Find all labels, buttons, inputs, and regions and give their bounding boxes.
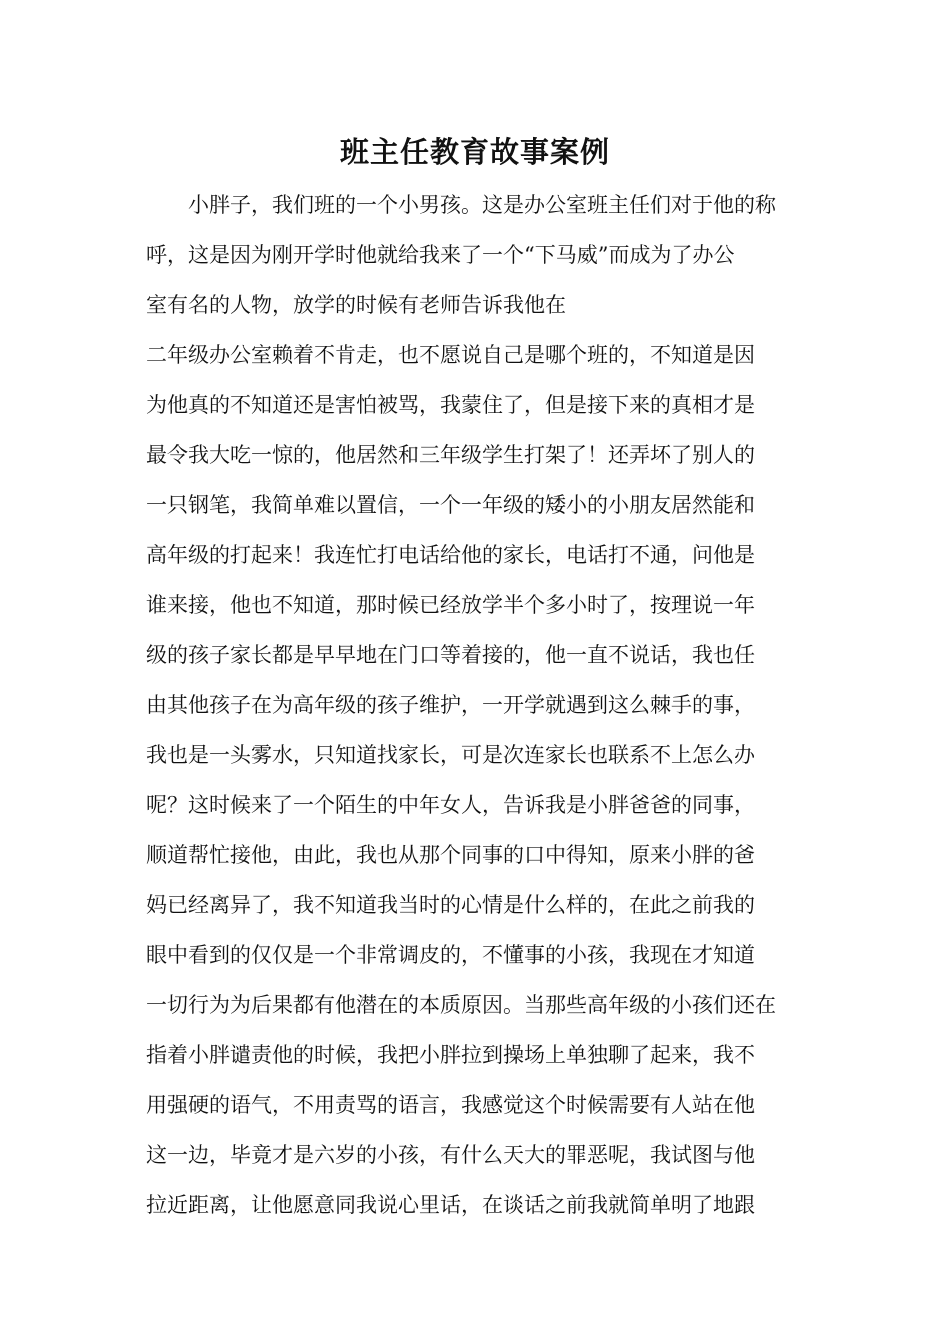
text-line: 指着小胖谴责他的时候，我把小胖拉到操场上单独聊了起来，我不 [146,1043,755,1067]
text-line: 呼，这是因为刚开学时他就给我来了一个“下马威”而成为了办公 [146,243,735,267]
paragraph-2 [146,330,806,1230]
paragraph-1 [146,180,806,330]
text-line: 一切行为为后果都有他潜在的本质原因。当那些高年级的小孩们还在 [146,993,776,1017]
text-line: 室有名的人物，放学的时候有老师告诉我他在 [146,293,566,317]
text-line: 二年级办公室赖着不肯走，也不愿说自己是哪个班的，不知道是因 [146,343,755,367]
text-line: 这一边，毕竟才是六岁的小孩，有什么天大的罪恶呢，我试图与他 [146,1143,755,1167]
text-line: 顺道帮忙接他，由此，我也从那个同事的口中得知，原来小胖的爸 [146,843,755,867]
text-line: 眼中看到的仅仅是一个非常调皮的，不懂事的小孩，我现在才知道 [146,943,755,967]
text-line: 小胖子，我们班的一个小男孩。这是办公室班主任们对于他的称 [146,193,776,217]
document-title: 班主任教育故事案例 [339,135,610,169]
text-line: 我也是一头雾水，只知道找家长，可是次连家长也联系不上怎么办 [146,743,755,767]
text-line: 谁来接，他也不知道，那时候已经放学半个多小时了，按理说一年 [146,593,755,617]
text-line: 由其他孩子在为高年级的孩子维护，一开学就遇到这么棘手的事， [146,693,755,717]
text-line: 呢？这时候来了一个陌生的中年女人，告诉我是小胖爸爸的同事， [146,793,755,817]
text-line: 最令我大吃一惊的，他居然和三年级学生打架了！还弄坏了别人的 [146,443,755,467]
text-line: 用强硬的语气，不用责骂的语言，我感觉这个时候需要有人站在他 [146,1093,755,1117]
text-line: 拉近距离，让他愿意同我说心里话，在谈话之前我就简单明了地跟 [146,1193,755,1217]
text-line: 级的孩子家长都是早早地在门口等着接的，他一直不说话，我也任 [146,643,755,667]
text-line: 高年级的打起来！我连忙打电话给他的家长，电话打不通，问他是 [146,543,755,567]
text-line: 妈已经离异了，我不知道我当时的心情是什么样的，在此之前我的 [146,893,755,917]
text-line: 一只钢笔，我简单难以置信，一个一年级的矮小的小朋友居然能和 [146,493,755,517]
text-line: 为他真的不知道还是害怕被骂，我蒙住了，但是接下来的真相才是 [146,393,755,417]
